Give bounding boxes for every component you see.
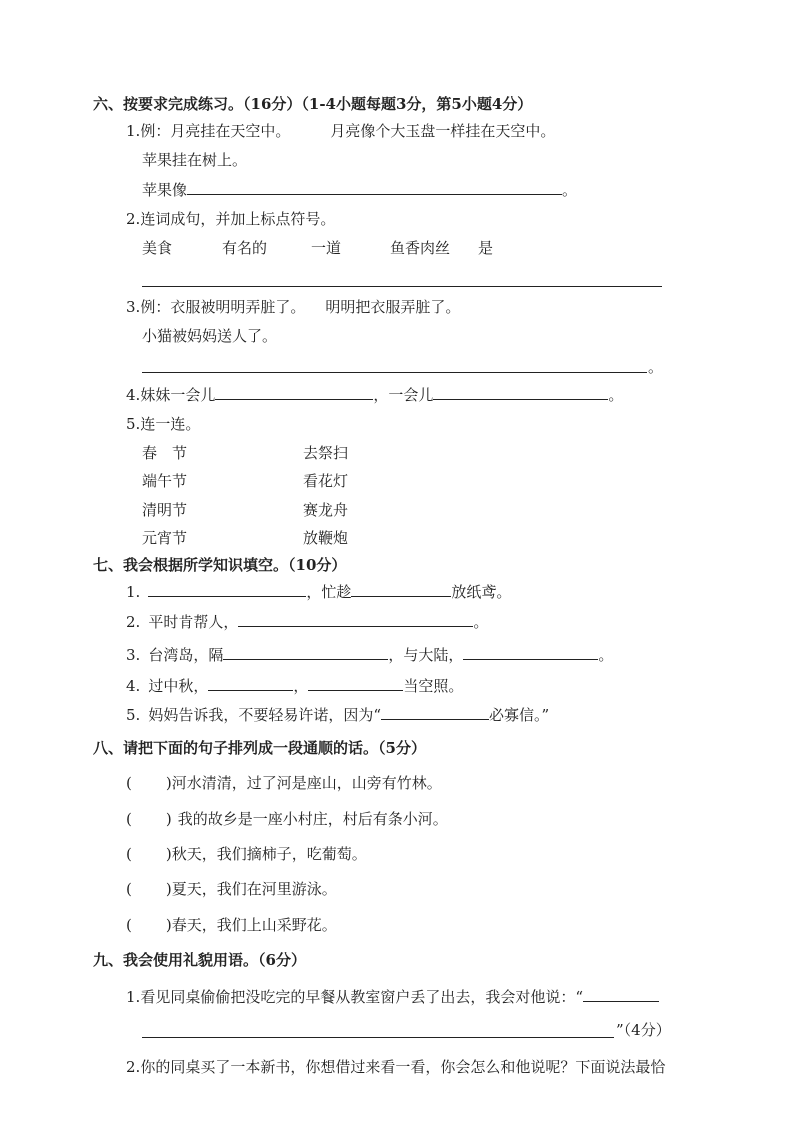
q7-5-row: 5. 妈妈告诉我，不要轻易许诺，因为“ 必寡信。” xyxy=(126,706,550,724)
section-6-title: 六、按要求完成练习。（16分）（1-4小题每题3分，第5小题4分） xyxy=(93,95,533,113)
order-item-5: ( )春天，我们上山采野花。 xyxy=(126,916,337,934)
custom-4[interactable]: 放鞭炮 xyxy=(303,529,349,547)
q6-2-answer-line[interactable] xyxy=(142,286,662,287)
q6-1-answer-row: 苹果像 。 xyxy=(142,181,578,199)
custom-1[interactable]: 去祭扫 xyxy=(303,444,349,462)
q6-3-example: 3.例：衣服被明明弄脏了。 明明把衣服弄脏了。 xyxy=(126,298,461,316)
q6-4-blank-2[interactable] xyxy=(433,385,608,400)
q6-2-word-1: 美食 xyxy=(142,239,173,257)
q9-1-blank-1[interactable] xyxy=(583,987,659,1002)
q7-1-row: 1. ，忙趁 放纸鸢。 xyxy=(126,583,512,601)
q7-2-blank[interactable] xyxy=(238,612,473,627)
order-item-4: ( )夏天，我们在河里游泳。 xyxy=(126,880,337,898)
custom-3[interactable]: 赛龙舟 xyxy=(303,501,349,519)
q6-3-end: 。 xyxy=(648,358,664,376)
q7-3-row: 3. 台湾岛，隔 ，与大陆， 。 xyxy=(126,646,614,664)
q6-4-blank-1[interactable] xyxy=(215,385,373,400)
q7-2-row: 2. 平时肯帮人， 。 xyxy=(126,613,489,631)
q7-4-row: 4. 过中秋， ， 当空照。 xyxy=(126,677,464,695)
festival-2[interactable]: 端午节 xyxy=(142,472,188,490)
order-item-1: ( )河水清清，过了河是座山，山旁有竹林。 xyxy=(126,774,442,792)
festival-4[interactable]: 元宵节 xyxy=(142,529,188,547)
q9-1-row: 1.看见同桌偷偷把没吃完的早餐从教室窗户丢了出去，我会对他说：“ xyxy=(126,987,659,1007)
order-item-3: ( )秋天，我们摘柿子，吃葡萄。 xyxy=(126,845,367,863)
q6-2-prompt: 2.连词成句，并加上标点符号。 xyxy=(126,210,336,228)
q6-1-example-b: 月亮像个大玉盘一样挂在天空中。 xyxy=(330,122,556,140)
q6-1-example-a: 例：月亮挂在天空中。 xyxy=(140,122,291,140)
q6-3-answer-line[interactable] xyxy=(142,372,647,373)
q7-3-blank-1[interactable] xyxy=(223,645,388,660)
section-9-title: 九、我会使用礼貌用语。（6分） xyxy=(93,951,306,969)
q7-1-blank-1[interactable] xyxy=(148,582,306,597)
q7-3-blank-2[interactable] xyxy=(463,645,598,660)
section-7-title: 七、我会根据所学知识填空。（10分） xyxy=(93,556,347,574)
festival-3[interactable]: 清明节 xyxy=(142,501,188,519)
order-item-2: ( ) 我的故乡是一座小村庄，村后有条小河。 xyxy=(126,810,448,828)
q6-4-row: 4.妹妹一会儿 ，一会儿 。 xyxy=(126,386,624,404)
q6-2-word-3: 一道 xyxy=(311,239,342,257)
q7-4-blank-1[interactable] xyxy=(208,676,293,691)
q9-2-row: 2.你的同桌买了一本新书，你想借过来看一看，你会怎么和他说呢？下面说法最恰 xyxy=(126,1058,666,1076)
q7-1-blank-2[interactable] xyxy=(351,582,451,597)
custom-2[interactable]: 看花灯 xyxy=(303,472,349,490)
q6-1-given: 苹果挂在树上。 xyxy=(142,151,248,169)
q6-5-prompt: 5.连一连。 xyxy=(126,415,201,433)
q6-1-answer-blank[interactable] xyxy=(187,180,562,195)
section-8-title: 八、请把下面的句子排列成一段通顺的话。（5分） xyxy=(93,739,426,757)
q6-2-word-2: 有名的 xyxy=(222,239,268,257)
q6-2-word-4: 鱼香肉丝 xyxy=(390,239,451,257)
q6-2-word-5: 是 xyxy=(478,239,494,257)
q9-1-end: ”（4分） xyxy=(616,1021,671,1039)
festival-1[interactable]: 春 节 xyxy=(142,444,188,462)
q7-5-blank[interactable] xyxy=(381,705,489,720)
q6-3-given: 小猫被妈妈送人了。 xyxy=(142,327,278,345)
q6-1-example: 1.例：月亮挂在天空中。 月亮像个大玉盘一样挂在天空中。 xyxy=(126,122,556,140)
q9-1-blank-2[interactable] xyxy=(142,1037,614,1038)
q7-4-blank-2[interactable] xyxy=(308,676,403,691)
